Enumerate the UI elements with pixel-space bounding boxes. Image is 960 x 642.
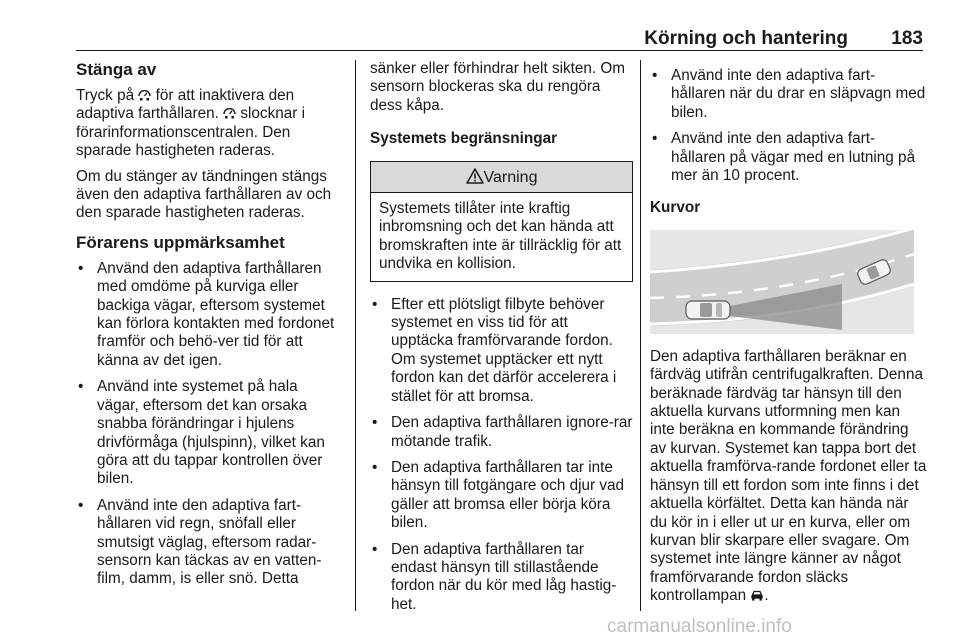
attention-list (76, 260, 341, 589)
list-item-text: Använd inte den adaptiva fart-hållaren på vägar med en lutning på mer än 10 procent. (671, 130, 916, 185)
column-divider-1 (355, 60, 356, 611)
curve-illustration (650, 230, 914, 334)
list-item (650, 67, 928, 122)
paragraph-turn-off (76, 87, 341, 161)
text-part: slocknar i förarinformationscentralen. Den sparade hastigheten raderas. (76, 105, 305, 160)
bullet: • (78, 378, 84, 396)
heading-curves: Kurvor (650, 199, 701, 217)
list-item-text: Efter ett plötsligt filbyte behöver systemet en viss tid för att upptäcka framförvarande fordon. Om systemet upptäcker ett nytt fordon kan det därför accelerera i stället för att bromsa. (391, 295, 617, 405)
text-part: . (764, 587, 769, 605)
paragraph-curves (650, 348, 928, 606)
paragraph-continued: sänker eller förhindrar helt sikten. Om sensorn blockeras ska du rengöra dess kåpa. (370, 60, 626, 114)
bullet: • (372, 540, 378, 558)
list-item (76, 260, 341, 370)
vehicle-ahead-icon (750, 590, 764, 601)
list-item-text: Använd inte systemet på hala vägar, eftersom det kan orsaka snabba förändringar i hjulens drivförmåga (hjulspinn), vilket kan göra att du tappar kontrollen över bilen. (97, 378, 325, 488)
own-vehicle (686, 301, 730, 319)
list-item (76, 497, 341, 589)
bullet: • (372, 295, 378, 313)
column-1 (76, 60, 341, 597)
restrictions-list (650, 67, 928, 185)
page-number: 183 (891, 28, 923, 49)
heading-system-limits: Systemets begränsningar (370, 130, 558, 148)
list-item-text: Använd inte den adaptiva fart-hållaren när du drar en släpvagn med bilen. (671, 67, 926, 121)
text-part: Tryck på (76, 87, 135, 104)
bullet: • (78, 496, 84, 514)
heading-driver-attention: Förarens uppmärksamhet (76, 232, 285, 252)
text-part: för att inaktivera den adaptiva farthållaren. (76, 87, 295, 123)
bullet: • (652, 67, 658, 84)
bullet: • (372, 414, 378, 432)
list-item (370, 414, 633, 451)
list-item-text: Den adaptiva farthållaren tar inte hänsyn till fotgängare och djur vad gäller att bromsa eller börja köra bilen. (391, 458, 625, 532)
text-part: Den adaptiva farthållaren beräknar en färdväg utifrån centrifugalkraften. Denna beräknade färdväg tar hänsyn till den aktuella kurvans utformning men kan inte beräkna en kommande förändring av kurvan. Systemet kan tappa bort det aktuella framförva-rande fordonet eller ta hänsyn till ett fordon som inte finns i det aktuella körfältet. Detta kan hända när du kör in i eller ut ur en kurva, eller om kurvan blir skarpare eller svagare. Om systemet inte längre känner av något framförvarande fordon släcks kontrollampan (650, 347, 927, 605)
list-item-text: Använd den adaptiva farthållaren med omdöme på kurviga eller backiga vägar, eftersom systemet kan förlora kontakten med fordonet framför och behö-ver tid för att känna av det igen. (97, 259, 335, 369)
heading-turn-off: Stänga av (76, 60, 157, 79)
bullet: • (78, 259, 84, 277)
list-item (370, 459, 633, 533)
list-item-text: Den adaptiva farthållaren tar endast hänsyn till stillastående fordon när du kör med låg hastig-het. (391, 540, 617, 613)
cruise-control-icon (223, 108, 236, 119)
cruise-control-icon (138, 90, 151, 101)
list-item (650, 130, 928, 185)
paragraph-ignition: Om du stänger av tändningen stängs även den adaptiva farthållaren av och den sparade hastigheten raderas. (76, 167, 332, 222)
warning-text: Systemets tillåter inte kraftig inbromsning och det kan hända att bromskraften inte är tillräcklig för att undvika en kollision. (379, 200, 622, 273)
warning-box (370, 161, 633, 282)
list-item (76, 378, 341, 488)
watermark: carmanualsonline.info (607, 616, 792, 637)
column-divider-2 (640, 60, 641, 611)
list-item-text: Använd inte den adaptiva fart-hållaren vid regn, snöfall eller smutsigt väglag, eftersom radar-sensorn kan täckas av en vatten-film, damm, is eller snö. Detta (97, 496, 322, 588)
list-item-text: Den adaptiva farthållaren ignore-rar mötande trafik. (391, 414, 633, 450)
warning-title: Varning (483, 168, 538, 186)
bullet: • (372, 458, 378, 476)
warning-header (371, 162, 632, 193)
header-rule (76, 50, 923, 51)
column-2 (370, 60, 633, 622)
limits-list (370, 296, 633, 615)
list-item (370, 541, 633, 615)
bullet: • (652, 130, 658, 148)
list-item (370, 296, 633, 406)
section-title: Körning och hantering (644, 28, 848, 49)
warning-triangle-icon (466, 168, 484, 184)
column-3 (650, 60, 928, 613)
